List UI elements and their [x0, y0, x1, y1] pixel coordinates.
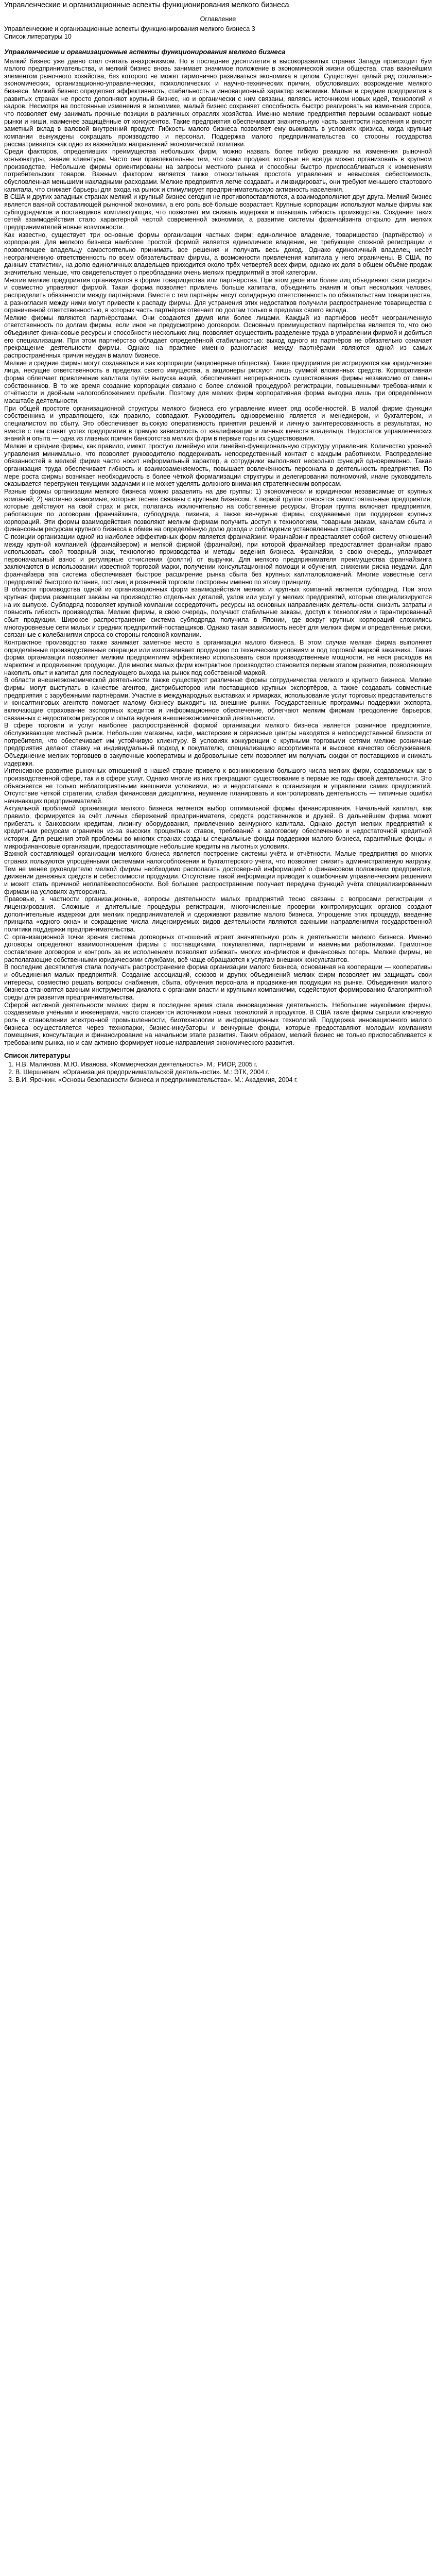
reference-item: 1. Н.В. Малинова, М.Ю. Иванова. «Коммерческая деятельность». М.: РИОР, 2005 г.	[15, 1061, 432, 1069]
paragraph: Сферой активной деятельности мелких фирм в последнее время стала инновационная деятельность. Небольшие наукоёмкие фирмы, создаваемые учёными и инженерами, часто становятся источником новых технологий и продуктов. В США такие фирмы сыграли ключевую роль в становлении электронной промышленности, биотехнологии и информационных технологий. Поддержка инновационного малого бизнеса осуществляется через технопарки, бизнес-инкубаторы и венчурные фонды, которые предоставляют молодым компаниям помещения, консультации и финансирование на начальном этапе развития. Таким образом, мелкий бизнес не только приспосабливается к требованиям рынка, но и сам активно формирует новые направления экономического развития.	[4, 1001, 432, 1046]
references-heading: Список литературы	[4, 1052, 71, 1060]
references-list	[4, 1061, 432, 1083]
paragraph: Мелкий бизнес уже давно стал считать анахронизмом. Но в последние десятилетия в высокоразвитых странах Запада происходит бум малого предпринимательства, и мелкий бизнес вновь занимает значимое положение в экономической жизни общества, став важнейшим элементом рыночного хозяйства, без которого не может гармонично развиваться экономика в целом. Существует целый ряд социально-экономических, организационно-управленческих, психологических и научно-технических причин, обусловивших возрождение мелкого бизнеса. Мелкий бизнес определяет эффективность, стабильность и инновационный характер экономики. Малые и средние предприятия в развитых странах не просто дополняют крупный бизнес, но и органически с ним связаны, являясь источником новых идей, технологий и кадров. Несмотря на постоянные изменения в экономике, малый бизнес сохраняет способность быстро реагировать на изменения спроса, что позволяет ему занимать прочные позиции в различных отраслях хозяйства. Именно мелкие предприятия первыми осваивают новые рынки и ниши, наименее защищённые от конкурентов. Такие предприятия обеспечивают значительную часть занятости населения и вносят заметный вклад в валовой внутренний продукт. Гибкость малого бизнеса позволяет ему выживать в условиях кризиса, когда крупные компании вынуждены сокращать производство и персонал. Поддержка малого предпринимательства со стороны государства рассматривается как одно из важнейших направлений экономической политики.	[4, 57, 432, 148]
paragraph: Контрактное производство также занимает заметное место в организации малого бизнеса. В этом случае мелкая фирма выполняет определённые производственные операции или изготавливает продукцию по техническим условиям и под торговой маркой заказчика. Такая форма организации позволяет мелким предприятиям эффективно использовать свои производственные мощности, не неся расходов на маркетинг и продвижение продукции. Для многих малых фирм контрактное производство становится первым этапом развития, позволяющим накопить опыт и капитал для последующего выхода на рынок под собственной маркой.	[4, 639, 432, 676]
paragraph: Среди факторов, определивших преимущества небольших фирм, можно назвать более гибкую реакцию на изменения рыночной конъюнктуры, знание клиентуры. Часто они привлекательны тем, что сами продают, которые не всегда можно организовать в крупном производстве. Небольшие фирмы ориентированы на запросы местного рынка и способны быстро приспосабливаться к изменениям потребительских товаров. Важным фактором является также относительная простота управления и невысокая себестоимость, обусловленная меньшими накладными расходами. Мелкие предприятия легче создавать и ликвидировать, они требуют меньшего стартового капитала, что снижает барьеры для входа на рынок и стимулирует предпринимательскую активность населения.	[4, 148, 432, 193]
paragraph: Важной составляющей организации мелкого бизнеса является построение системы учёта и отчётности. Малые предприятия во многих странах пользуются упрощёнными системами налогообложения и бухгалтерского учёта, что позволяет снизить административную нагрузку. Тем не менее руководителю мелкой фирмы необходимо располагать достоверной информацией о финансовом положении предприятия, движении денежных средств и себестоимости продукции. Отсутствие такой информации приводит к ошибочным управленческим решениям и может стать причиной неплатёжеспособности. Всё большее распространение получает передача функций учёта специализированным фирмам на условиях аутсорсинга.	[4, 850, 432, 895]
document-title: Управленческие и организационные аспекты функционирования мелкого бизнеса	[4, 1, 289, 9]
toc-item-main-section[interactable]: Управленческие и организационные аспекты функционирования мелкого бизнеса 3	[4, 25, 255, 32]
paragraph: В области внешнеэкономической деятельности также существуют различные формы сотрудничества мелкого и крупного бизнеса. Мелкие фирмы могут выступать в качестве агентов, дистрибьюторов или поставщиков крупных экспортёров, а также создавать совместные предприятия с зарубежными партнёрами. Участие в международных выставках и ярмарках, использование услуг торговых представительств и консалтинговых агентств помогает малому бизнесу выходить на внешние рынки. Государственные программы поддержки экспорта, включающие страхование экспортных кредитов и информационное обеспечение, облегчают мелким фирмам преодоление барьеров, связанных с недостатком ресурсов и опыта ведения внешнеэкономической деятельности.	[4, 676, 432, 722]
reference-item: 2. В. Шершневич. «Организация предпринимательской деятельности». М.: ЭТК, 2004 г.	[15, 1069, 432, 1076]
paragraph: В сфере торговли и услуг наиболее распространённой формой организации мелкого бизнеса является розничное предприятие, обслуживающее местный рынок. Небольшие магазины, кафе, мастерские и сервисные центры находятся в непосредственной близости от потребителя, что обеспечивает им устойчивую клиентуру. В условиях конкуренции с крупными торговыми сетями мелкие розничные предприятия делают ставку на индивидуальный подход к покупателю, специализацию ассортимента и высокое качество обслуживания. Объединение мелких торговцев в закупочные кооперативы и добровольные сети позволяет им получать скидки от поставщиков и снижать издержки.	[4, 722, 432, 767]
table-of-contents	[4, 25, 432, 41]
paragraph: Разные формы организации мелкого бизнеса можно разделить на две группы: 1) экономически и юридически независимые от крупных компаний; 2) частично зависимые, которые теснее связаны с крупным бизнесом. К первой группе относятся самостоятельные предприятия, которые действуют на свой страх и риск, полагаясь исключительно на собственные ресурсы. Вторая группа включает предприятия, работающие по договорам франчайзинга, субподряда, лизинга, а также венчурные фирмы, создаваемые при поддержке крупных корпораций. Эти формы взаимодействия позволяют мелким фирмам получить доступ к технологиям, товарным знакам, каналам сбыта и финансовым ресурсам крупного бизнеса в обмен на определённую долю дохода и соблюдение установленных стандартов.	[4, 487, 432, 533]
paragraph: С позиции организации одной из наиболее эффективных форм является франчайзинг. Франчайзинг представляет собой систему отношений между крупной компанией (франчайзером) и мелкой фирмой (франчайзи), при которой франчайзер предоставляет франчайзи право использовать свой товарный знак, технологию производства и методы ведения бизнеса. Франчайзи, в свою очередь, уплачивает первоначальный взнос и регулярные отчисления (роялти) от выручки. Для мелкого предпринимателя преимущества франчайзинга заключаются в использовании известной торговой марки, получении консультационной помощи и обучения, снижении риска неудачи. Для франчайзера эта система обеспечивает быстрое расширение рынка сбыта без крупных капиталовложений. Многие известные сети предприятий быстрого питания, гостиниц и розничной торговли построены именно по этому принципу.	[4, 533, 432, 586]
paragraph: Как известно, существует три основные формы организации частных фирм: единоличное владение, товарищество (партнёрство) и корпорация. Для мелкого бизнеса наиболее простой формой является единоличное владение, не требующее сложной регистрации и позволяющее владельцу самостоятельно принимать все решения и получать весь доход. Однако единоличный владелец несёт неограниченную ответственность по всем обязательствам фирмы, а возможности привлечения капитала у него ограничены. В США, по данным статистики, на долю единоличных владельцев приходится около трёх четвертей всех фирм, однако их доля в общем объёме продаж значительно меньше, что свидетельствует о преобладании очень мелких предприятий в этой категории.	[4, 231, 432, 276]
paragraph: В последние десятилетия стала получать распространение форма организации малого бизнеса, основанная на кооперации — кооперативы и объединения малых предприятий. Создание ассоциаций, союзов и других объединений мелких фирм позволяет им защищать свои интересы, совместно решать вопросы снабжения, сбыта, обучения персонала и продвижения продукции на рынке. Объединения малого бизнеса становятся важным инструментом диалога с органами власти и крупными компаниями, содействуют формированию благоприятной среды для развития предпринимательства.	[4, 963, 432, 1001]
toc-heading: Оглавление	[200, 15, 236, 23]
paragraph: В области производства одной из организационных форм взаимодействия мелких и крупных компаний является субподряд. При этом крупная фирма размещает заказы на производство отдельных деталей, узлов или услуг у мелких предприятий, которые специализируются на их выпуске. Субподряд позволяет крупной компании сосредоточить ресурсы на основных направлениях деятельности, снизить затраты и повысить гибкость производства. Мелкие фирмы, в свою очередь, получают стабильные заказы, доступ к технологиям и гарантированный сбыт продукции. Широкое распространение система субподряда получила в Японии, где вокруг крупных корпораций сложились многоуровневые сети малых и средних предприятий-поставщиков. Однако такая зависимость несёт для мелких фирм и определённые риски, связанные с колебаниями спроса со стороны головной компании.	[4, 586, 432, 639]
paragraph: Интенсивное развитие рыночных отношений в нашей стране привело к возникновению большого числа мелких фирм, создаваемых как в производственной сфере, так и в сфере услуг. Однако многие из них прекращают существование в первые же годы своей деятельности. Это объясняется не только неблагоприятными внешними условиями, но и недостатками в организации и управлении самих предприятий. Отсутствие чёткой стратегии, слабая финансовая дисциплина, неумение планировать и контролировать деятельность — типичные ошибки начинающих предпринимателей.	[4, 767, 432, 805]
paragraph: С организационной точки зрения система договорных отношений играет значительную роль в деятельности мелкого бизнеса. Именно договоры определяют взаимоотношения фирмы с поставщиками, покупателями, партнёрами и наёмными работниками. Грамотное составление договоров и контроль за их исполнением позволяют избежать многих конфликтов и финансовых потерь. Мелкие фирмы, не располагающие собственными юридическими службами, всё чаще обращаются к услугам внешних консультантов.	[4, 933, 432, 963]
paragraph: В США и других западных странах мелкий и крупный бизнес сегодня не противопоставляются, а взаимодополняют друг друга. Мелкий бизнес является важной составляющей рыночной экономики, а его роль всё больше возрастает. Крупные корпорации используют малые фирмы как субподрядчиков и поставщиков комплектующих, что позволяет им снижать издержки и повышать гибкость производства. Создание таких сетей взаимодействия стало характерной чертой современной экономики, а развитие системы франчайзинга открыло для мелких предпринимателей новые возможности.	[4, 193, 432, 231]
paragraph: Мелкие и средние фирмы, как правило, имеют простую линейную или линейно-функциональную структуру управления. Количество уровней управления минимально, что позволяет руководителю поддерживать непосредственный контакт с каждым работником. Распределение обязанностей в мелкой фирме часто носит неформальный характер, а сотрудники выполняют несколько функций одновременно. Такая организация труда обеспечивает гибкость и взаимозаменяемость, повышает вовлечённость персонала в деятельность предприятия. По мере роста фирмы возникает необходимость в более чёткой формализации структуры и делегировании полномочий, иначе руководитель оказывается перегружен текущими задачами и не может уделять должного внимания стратегическим вопросам.	[4, 442, 432, 488]
paragraph: Мелкие и средние фирмы могут создаваться и как корпорации (акционерные общества). Такие предприятия регистрируются как юридические лица, несущие ответственность в пределах своего имущества, а акционеры рискуют лишь суммой вложенных средств. Корпоративная форма облегчает привлечение капитала путём выпуска акций, обеспечивает непрерывность существования фирмы независимо от смены собственников. В то же время создание корпорации связано с более сложной процедурой регистрации, повышенными требованиями к отчётности и двойным налогообложением прибыли. Поэтому для мелких фирм корпоративная форма выгодна лишь при определённом масштабе деятельности.	[4, 359, 432, 405]
paragraph: Многие мелкие предприятия организуются в форме товарищества или партнёрства. При этом двое или более лиц объединяют свои ресурсы и совместно управляют фирмой. Такая форма позволяет привлечь больше капитала, объединить знания и опыт нескольких человек, распределить обязанности между партнёрами. Вместе с тем партнёры несут солидарную ответственность по обязательствам товарищества, а разногласия между ними могут привести к распаду фирмы. Для устранения этих недостатков получили распространение товарищества с ограниченной ответственностью, в которых часть партнёров отвечает по долгам только в пределах своего вклада.	[4, 276, 432, 314]
paragraph: Мелкие фирмы являются партнёрствами. Они создаются двумя или более лицами. Каждый из партнёров несёт неограниченную ответственность по долгам фирмы, если иное не предусмотрено договором. Основным преимуществом партнёрства является то, что оно объединяет финансовые ресурсы и способности нескольких лиц, позволяет осуществить разделение труда в управлении фирмой и добиться его специализации. При этом партнёрство обладает определённой стабильностью: выход одного из партнёров не обязательно означает прекращение деятельности фирмы. Однако на практике именно разногласия между партнёрами являются одной из самых распространённых причин неудач в малом бизнесе.	[4, 314, 432, 360]
paragraph: При общей простоте организационной структуры мелкого бизнеса его управление имеет ряд особенностей. В малой фирме функции собственника и управляющего, как правило, совпадают. Руководитель одновременно является и менеджером, и бухгалтером, и специалистом по сбыту. Это обеспечивает высокую оперативность принятия решений и личную заинтересованность в результатах, но вместе с тем ставит успех предприятия в прямую зависимость от квалификации и личных качеств владельца. Недостаток управленческих знаний и опыта — одна из главных причин банкротства мелких фирм в первые годы их существования.	[4, 404, 432, 443]
reference-item: 3. В.И. Ярочкин. «Основы безопасности бизнеса и предпринимательства». М.: Академия, 2004 г.	[15, 1076, 432, 1084]
paragraph: Актуальной проблемой организации мелкого бизнеса является выбор оптимальной формы финансирования. Начальный капитал, как правило, формируется за счёт личных сбережений предпринимателя, средств родственников и друзей. В дальнейшем фирма может прибегать к банковским кредитам, лизингу оборудования, привлечению венчурного капитала. Однако доступ мелких предприятий к кредитным ресурсам ограничен из-за высоких процентных ставок, требований к залоговому обеспечению и недостаточной кредитной истории. Для решения этой проблемы во многих странах созданы специальные фонды поддержки малого бизнеса, гарантийные фонды и микрофинансовые организации, предоставляющие небольшие кредиты на льготных условиях.	[4, 805, 432, 850]
toc-item-references[interactable]: Список литературы 10	[4, 33, 72, 40]
section-body	[4, 58, 432, 1047]
section-heading: Управленческие и организационные аспекты функционирования мелкого бизнеса	[4, 48, 286, 56]
paragraph: Правовые, в частности организационные, вопросы деятельности малых предприятий тесно связаны с вопросами регистрации и лицензирования. Сложные и длительные процедуры регистрации, многочисленные проверки контролирующих органов создают дополнительные издержки для мелких предпринимателей и сдерживают развитие малого бизнеса. Упрощение этих процедур, введение принципа «одного окна» и сокращение числа лицензируемых видов деятельности являются важными направлениями государственной политики поддержки предпринимательства.	[4, 895, 432, 933]
document-page	[0, 0, 436, 1089]
